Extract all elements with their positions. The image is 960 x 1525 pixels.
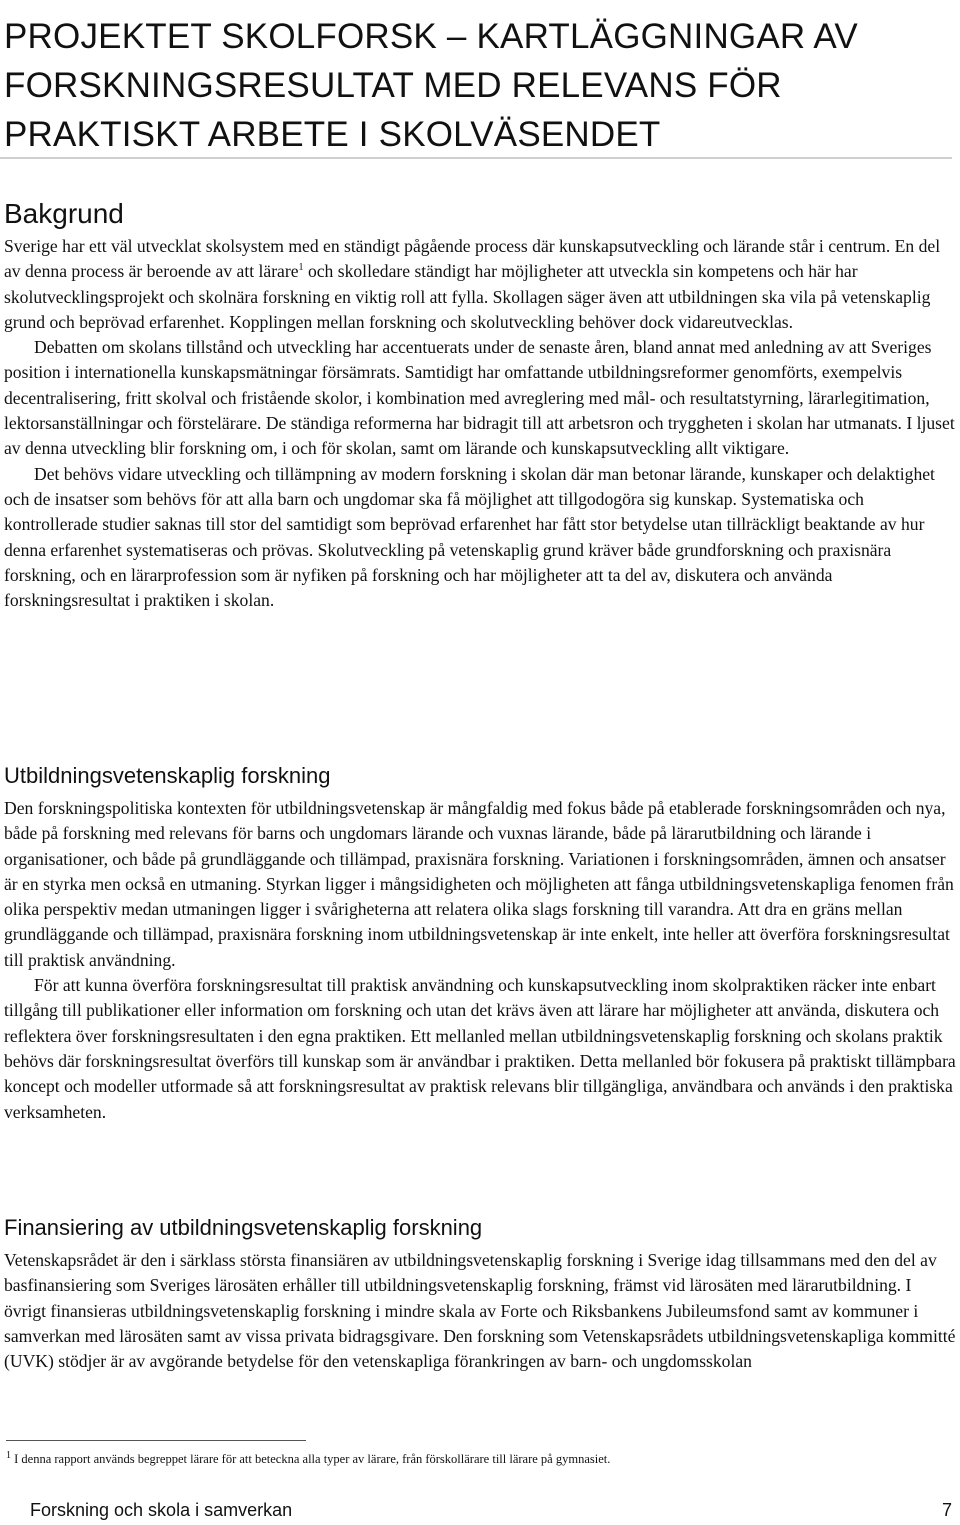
- footer-title: Forskning och skola i samverkan: [30, 1500, 293, 1520]
- title-line-3: PRAKTISKT ARBETE I SKOLVÄSENDET: [4, 115, 661, 154]
- bakgrund-p1-text-b: och skolledare ständigt har möjligheter att utveckla sin kompetens och här har skolutvecklingsprojekt och skolnära forskning en viktig roll att fylla. Skollagen säger även att utbildningen ska vila på vetenskaplig grund och beprövad erfarenhet. Kopplingen mellan forskning och skolutveckling behöver dock vidareutvecklas.: [4, 261, 931, 332]
- footnote: [6, 1449, 946, 1467]
- heading-finansiering: Finansiering av utbildningsvetenskaplig forskning: [4, 1215, 483, 1240]
- section-finansiering: [4, 1214, 956, 1374]
- footnote-ref[interactable]: 1: [298, 262, 304, 274]
- title-line-1: PROJEKTET SKOLFORSK – KARTLÄGGNINGAR AV: [4, 17, 858, 56]
- page-number: 7: [941, 1500, 952, 1520]
- bakgrund-paragraph-1: [4, 234, 956, 335]
- bakgrund-paragraph-2: Debatten om skolans tillstånd och utveckling har accentuerats under de senaste åren, bland annat med anledning av att Sveriges position i internationella kunskapsmätningar försämrats. Samtidigt har omfattande utbildningsreformer genomförts, exempelvis decentralisering, fritt skolval och fristående skolor, i kombination med avreglering med mål- och resultatstyrning, lärarlegitimation, lektorsanställningar och förstelärare. De ständiga reformerna har bidragit till att arbetsron och tryggheten i skolan har utmanats. I ljuset av denna utveckling blir forskning om, i och för skolan, samt om lärande och kunskapsutveckling allt viktigare.: [4, 337, 955, 459]
- utbildning-paragraph-1: Den forskningspolitiska kontexten för utbildningsvetenskap är mångfaldig med fokus både på etablerade forskningsområden och nya, både på forskning med relevans för barns och ungdomars lärande och vuxnas lärande, både på lärarutbildning och lärande i organisationer, och både på grundläggande och tillämpad, praxisnära forskning. Variationen i forskningsområden, ämnen och ansatser är en styrka men också en utmaning. Styrkan ligger i mångsidigheten och möjligheten att fånga utbildningsvetenskapliga fenomen från olika perspektiv medan utmaningen ligger i svårigheterna att relatera olika slags forskning till varandra. Att dra en gräns mellan grundläggande och tillämpad, praxisnära forskning inom utbildningsvetenskap är inte enkelt, inte heller att överföra forskningsresultat till praktisk användning.: [4, 798, 954, 970]
- section-bakgrund: [4, 160, 956, 613]
- finansiering-paragraph-1: Vetenskapsrådet är den i särklass största finansiären av utbildningsvetenskaplig forskning i Sverige idag tillsammans med den del av basfinansiering som Sveriges lärosäten erhåller till utbildningsvetenskaplig forskning, främst vid lärosäten med lärarutbildning. I övrigt finansieras utbildningsvetenskaplig forskning i mindre skala av Forte och Riksbankens Jubileumsfond samt av kommuner i samverkan med lärosäten samt av vissa privata bidragsgivare. Den forskning som Vetenskapsrådets utbildningsvetenskapliga kommitté (UVK) stödjer är av avgörande betydelse för den vetenskapliga förankringen av barn- och ungdomsskolan: [4, 1250, 956, 1372]
- footnote-marker: 1: [6, 1449, 11, 1461]
- heading-utbildningsvetenskaplig: Utbildningsvetenskaplig forskning: [4, 763, 331, 788]
- title-line-2: FORSKNINGSRESULTAT MED RELEVANS FÖR: [4, 66, 782, 105]
- utbildning-paragraph-2: För att kunna överföra forskningsresultat till praktisk användning och kunskapsutveckling inom skolpraktiken räcker inte enbart tillgång till publikationer eller information om forskning och utan det krävs även att lärare har möjligheter att använda, diskutera och reflektera över forskningsresultaten i den egna praktiken. Ett mellanled mellan utbildningsvetenskaplig forskning och skolans praktik behövs där forskningsresultat överförs till kunskap som är användbar i praktiken. Detta mellanled bör fokusera på praktiskt tillämpbara koncept och modeller utformade så att forskningsresultat av praktisk relevans blir tillgängliga, användbara och används i den praktiska verksamheten.: [4, 975, 956, 1122]
- page-title: [4, 12, 956, 159]
- page-footer: [30, 1500, 952, 1521]
- heading-bakgrund: Bakgrund: [4, 198, 124, 229]
- section-utbildningsvetenskaplig: [4, 762, 956, 1125]
- bakgrund-p1-text-a: Sverige har ett väl utvecklat skolsystem med en ständigt pågående process där kunskapsutveckling och lärande står i centrum. En del av denna process är beroende av att lärare: [4, 236, 941, 282]
- footnote-divider: [6, 1440, 306, 1441]
- document-page: [4, 0, 956, 159]
- title-divider: [0, 157, 952, 159]
- bakgrund-paragraph-3: Det behövs vidare utveckling och tillämpning av modern forskning i skolan där man betonar lärande, kunskaper och delaktighet och de insatser som behövs för att alla barn och ungdomar ska få möjlighet att tillgodogöra sig kunskap. Systematiska och kontrollerade studier saknas till stor del samtidigt som beprövad erfarenhet har fått stor betydelse utan tillräckligt beaktande av hur denna erfarenhet systematiseras och prövas. Skolutveckling på vetenskaplig grund kräver både grundforskning och praxisnära forskning, och en lärarprofession som är nyfiken på forskning och har möjligheter att ta del av, diskutera och använda forskningsresultat i praktiken i skolan.: [4, 463, 935, 611]
- footnote-text: I denna rapport används begreppet lärare för att beteckna alla typer av lärare, från förskollärare till lärare på gymnasiet.: [11, 1452, 611, 1466]
